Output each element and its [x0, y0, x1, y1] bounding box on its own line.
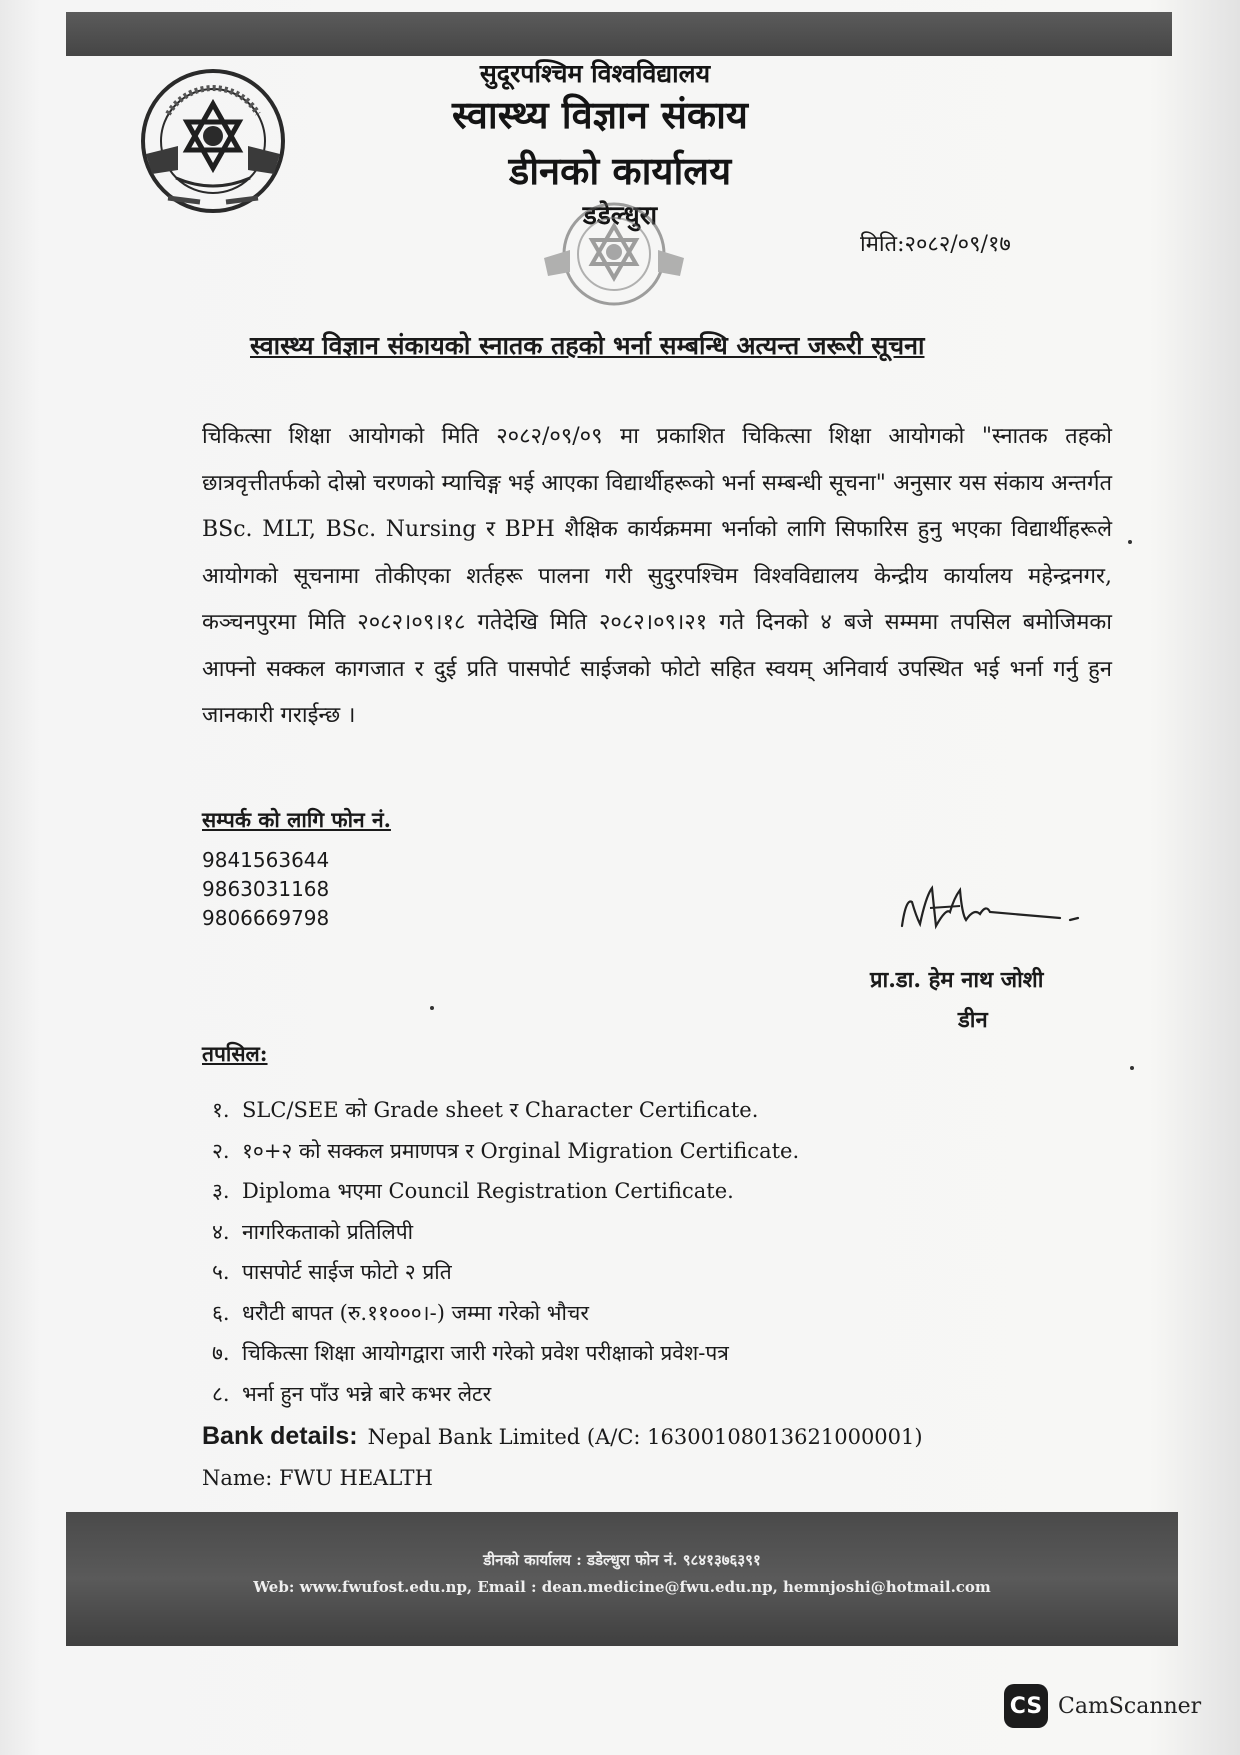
camscanner-watermark	[1004, 1684, 1201, 1728]
camscanner-label: CamScanner	[1058, 1693, 1202, 1719]
list-item: ८. भर्ना हुन पाँउ भन्ने बारे कभर लेटर	[212, 1381, 492, 1406]
faculty-name: स्वास्थ्य विज्ञान संकाय	[452, 92, 748, 137]
list-item: ७. चिकित्सा शिक्षा आयोगद्वारा जारी गरेको प्रवेश परीक्षाको प्रवेश-पत्र	[212, 1341, 729, 1365]
list-item: ५. पासपोर्ट साईज फोटो २ प्रति	[212, 1260, 452, 1284]
list-item: १. SLC/SEE को Grade sheet र Character Certificate.	[212, 1098, 759, 1122]
top-header-band	[66, 12, 1172, 56]
list-item: २. १०+२ को सक्कल प्रमाणपत्र र Orginal Migration Certificate.	[212, 1138, 800, 1163]
notice-body: चिकित्सा शिक्षा आयोगको मिति २०८२/०९/०९ मा प्रकाशित चिकित्सा शिक्षा आयोगको "स्नातक तहको छात्रवृत्तीतर्फको दोस्रो चरणको म्याचिङ्ग भई आएका विद्यार्थीहरूको भर्ना सम्बन्धी सूचना" अनुसार यस संकाय अन्तर्गत BSc. MLT, BSc. Nursing र BPH शैक्षिक कार्यक्रममा भर्नाको लागि सिफारिस हुनु भएका विद्यार्थीहरूले आयोगको सूचनामा तोकीएका शर्तहरू पालना गरी सुदुरपश्चिम विश्वविद्यालय केन्द्रीय कार्यालय महेन्द्रनगर, कञ्चनपुरमा मिति २०८२।०९।१८ गतेदेखि मिति २०८२।०९।२१ गते दिनको ४ बजे सम्ममा तपसिल बमोजिमका आफ्नो सक्कल कागजात र दुई प्रति पासपोर्ट साईजको फोटो सहित स्वयम् अनिवार्य उपस्थित भई भर्ना गर्नु हुन जानकारी गराईन्छ ।	[202, 424, 1112, 728]
account-name: Name: FWU HEALTH	[202, 1466, 433, 1490]
office-name: डीनको कार्यालय	[508, 148, 732, 193]
footer-address: डीनको कार्यालय : डडेल्धुरा फोन नं. ९८४१३७६३९१	[483, 1551, 761, 1569]
notice-title: स्वास्थ्य विज्ञान संकायको स्नातक तहको भर्ना सम्बन्धि अत्यन्त जरूरी सूचना	[250, 331, 925, 360]
footer-band	[66, 1512, 1178, 1646]
scan-speck	[1128, 540, 1132, 544]
phone-number: 9841563644	[202, 848, 330, 872]
list-item: ४. नागरिकताको प्रतिलिपी	[212, 1219, 414, 1244]
university-name: सुदूरपश्चिम विश्वविद्यालय	[479, 59, 711, 88]
requirements-title: तपसिल:	[202, 1041, 268, 1066]
bank-label: Bank details:	[202, 1422, 358, 1450]
university-logo	[138, 66, 288, 216]
requirements-list	[212, 1090, 799, 1414]
signatory-role: डीन	[958, 1007, 988, 1033]
bank-account: Nepal Bank Limited (A/C: 16300108013621000001)	[367, 1425, 923, 1449]
notice-date: मिति:२०८२/०९/१७	[860, 232, 1011, 257]
bank-details	[202, 1422, 923, 1451]
office-stamp	[540, 198, 688, 312]
list-item: ६. धरौटी बापत (रु.११०००।-) जम्मा गरेको भौचर	[212, 1300, 589, 1325]
scan-speck	[1130, 1066, 1134, 1070]
phone-number: 9806669798	[202, 906, 330, 930]
signature	[890, 868, 1090, 948]
office-city: डडेल्धुरा	[582, 201, 658, 231]
camscanner-icon: CS	[1004, 1684, 1048, 1728]
contact-title: सम्पर्क को लागि फोन नं.	[202, 807, 391, 832]
scan-speck	[430, 1006, 434, 1010]
list-item: ३. Diploma भएमा Council Registration Certificate.	[212, 1179, 734, 1203]
footer-contacts: Web: www.fwufost.edu.np, Email : dean.medicine@fwu.edu.np, hemnjoshi@hotmail.com	[253, 1578, 991, 1596]
phone-list	[202, 846, 329, 933]
phone-number: 9863031168	[202, 877, 330, 901]
signatory-name: प्रा.डा. हेम नाथ जोशी	[870, 967, 1044, 993]
